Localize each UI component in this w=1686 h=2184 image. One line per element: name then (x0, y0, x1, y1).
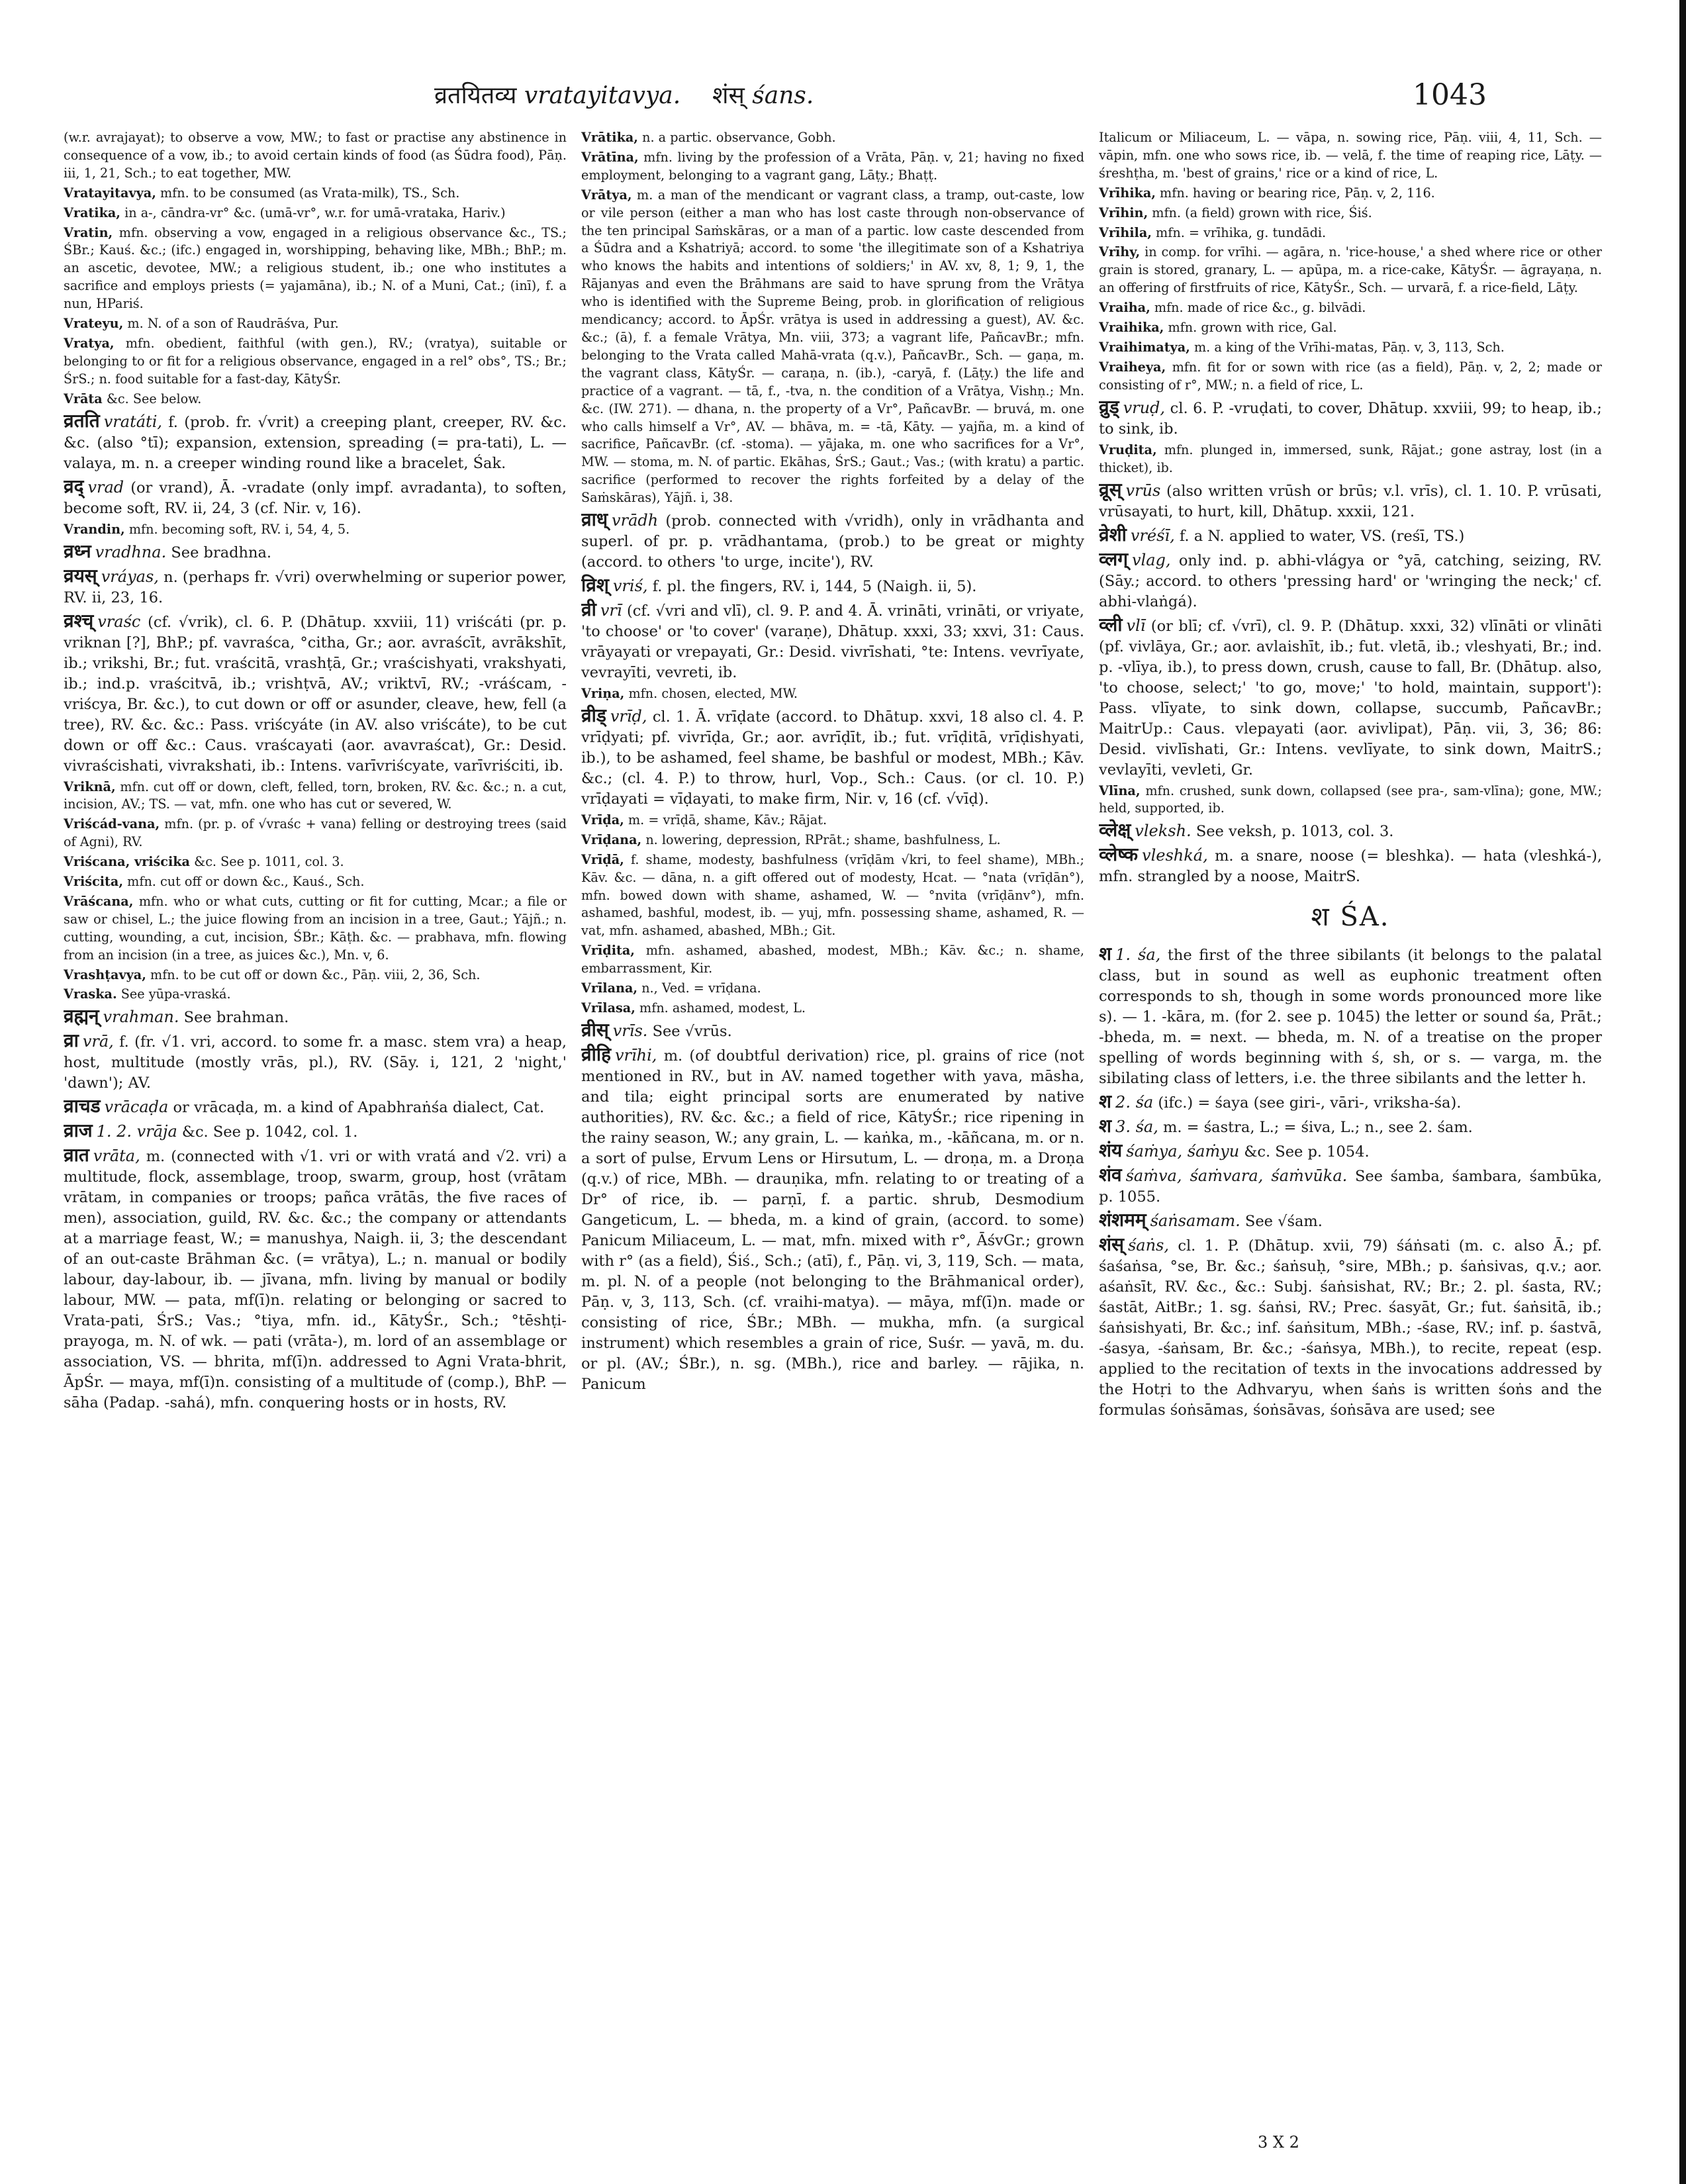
entry-definition: mfn. grown with rice, Gal. (1168, 320, 1337, 336)
entry-devanagari-headword: व्रात (64, 1144, 89, 1166)
entry-definition: mfn. cut off or down &c., Kauś., Sch. (127, 874, 365, 890)
dictionary-entry (1099, 783, 1602, 818)
entry-devanagari-headword: व्रिश् (581, 574, 609, 596)
entry-devanagari-headword: व्रयस् (64, 564, 97, 587)
entry-devanagari-headword: व्रूस् (1099, 478, 1122, 500)
entry-headword: vradhna. (95, 542, 167, 561)
entry-devanagari-headword: व्रीड् (581, 704, 606, 726)
dictionary-entry (581, 851, 1084, 941)
entry-devanagari-headword: व्रेशी (1099, 523, 1127, 546)
entry-headword: Vrāścana, (64, 893, 134, 909)
dictionary-entry (1099, 524, 1602, 547)
entry-definition: See √śam. (1244, 1213, 1323, 1231)
dictionary-entry (64, 853, 567, 871)
entry-definition: (or vrand), Ā. -vradate (only impf. avradanta), to soften, become soft, RV. ii, 24, 3 (cf. Nir. v, 16). (64, 479, 567, 517)
entry-headword: Vrīḍana, (581, 831, 642, 847)
entry-definition: mfn. living by the profession of a Vrāta, Pāṇ. v, 21; having no fixed employment, belonging to a vagrant gang, Lāṭy.; Bhaṭṭ. (581, 149, 1084, 183)
dictionary-entry (1099, 943, 1602, 1089)
entry-headword: Vriścita, (64, 874, 124, 890)
entry-definition: &c. See p. 1042, col. 1. (181, 1123, 358, 1141)
entry-headword: Vrīhin, (1099, 205, 1148, 220)
entry-definition: See bradhna. (171, 544, 272, 561)
entry-headword: 1. 2. vrāja (96, 1122, 177, 1141)
entry-headword: vrādh (612, 511, 659, 530)
entry-definition: only ind. p. abhi-vlágya or °yā, catching, seizing, RV. (Sāy.; accord. to others 'pressing hard' or 'wringing the neck;' cf. abhi-vlaṅgá). (1099, 551, 1602, 610)
entry-headword: Vrīlana, (581, 980, 638, 996)
entry-headword: Vratya, (64, 335, 115, 351)
entry-definition: in comp. for vrīhi. — agāra, n. 'rice-house,' a shed where rice or other grain is stored, granary, L. — apūpa, m. a rice-cake, KātyŚr. — āgrayaṇa, n. an offering of firstfruits of rice, KātyŚr., Sch. — urvarā, f. a rice-field, Lāṭy. (1099, 244, 1602, 296)
dictionary-entry (64, 873, 567, 891)
entry-definition: n. (perhaps fr. √vri) overwhelming or superior power, RV. ii, 23, 16. (64, 568, 567, 606)
entry-devanagari-headword: शंस् (1099, 1233, 1124, 1256)
dictionary-entry (1099, 820, 1602, 842)
column-2 (581, 129, 1084, 2148)
dictionary-entry (64, 391, 567, 408)
dictionary-entry (581, 705, 1084, 810)
dictionary-entry (1099, 319, 1602, 337)
entry-headword: vrīhi, (614, 1045, 657, 1065)
dictionary-entry (1099, 442, 1602, 477)
dictionary-entry (64, 986, 567, 1004)
dictionary-entry (581, 1000, 1084, 1018)
dictionary-entry (1099, 549, 1602, 612)
entry-headword: vrī (600, 601, 622, 620)
dictionary-entry (581, 980, 1084, 998)
entry-definition: mfn. = vrīhika, g. tundādi. (1156, 224, 1327, 240)
dictionary-entry (64, 541, 567, 563)
entry-definition: mfn. plunged in, immersed, sunk, Rājat.; gone astray, lost (in a thicket), ib. (1099, 442, 1602, 475)
dictionary-entry (64, 967, 567, 984)
entry-headword: Vlīna, (1099, 783, 1141, 798)
entry-headword: Vrateyu, (64, 316, 124, 332)
entry-definition: (or blī; cf. √vrī), cl. 9. P. (Dhātup. xxxi, 32) vlīnāti or vlināti (pf. vivlāya, Gr.; aor. avlaishīt, ib.; fut. vletā, ib.; vleshyati, Br.; ind. p. -vlīya, ib.), to press down, crush, cause to fall, Br. (Dhātup. also, 'to choose, select;' 'to go, move;' 'to hold, maintain, support'): Pass. vlīyate, to sink down, collapse, succumb, PañcavBr.; MaitrUp.: Caus. vlepayati (aor. avivlipat), Pāṇ. vii, 3, 36; 86: Desid. vivlīshati, Gr.: Intens. vevlīyate, to sink down, MaitrS.; vevlayīti, vevleti, Gr. (1099, 617, 1602, 779)
dictionary-entry (1099, 1116, 1602, 1138)
entry-definition: n. a partic. observance, Gobh. (642, 130, 836, 145)
entry-definition: See śamba, śambara, śambūka, p. 1055. (1099, 1168, 1602, 1206)
entry-headword: śaṅsamam. (1150, 1211, 1241, 1231)
entry-definition: cl. 1. Ā. vrīḍate (accord. to Dhātup. xxvi, 18 also cl. 4. P. vrīḍyati; pf. vivrīḍa, Gr.; aor. avrīḍīt, ib.; fut. vrīḍitā, vrīḍishyati, ib.), to be ashamed, feel shame, be bashful or modest, MBh.; Kāv. &c.; (cl. 4. P.) to throw, hurl, Vop., Sch.: Caus. (or cl. 10. P.) vrīḍayati = vīḍayati, to make firm, Nir. v, 16 (cf. √vīḍ). (581, 708, 1084, 808)
dictionary-entry (64, 335, 567, 389)
entry-definition: mfn. (a field) grown with rice, Śiś. (1152, 205, 1372, 220)
entry-devanagari-headword: श (1099, 1115, 1112, 1137)
dictionary-entry (64, 205, 567, 222)
entry-definition: mfn. ashamed, abashed, modest, MBh.; Kāv. &c.; n. shame, embarrassment, Kir. (581, 943, 1084, 976)
entry-definition: mfn. (pr. p. of √vraśc + vana) felling or destroying trees (said of Agni), RV. (64, 816, 567, 850)
dictionary-entry (581, 831, 1084, 849)
entry-definition: See brahman. (183, 1009, 289, 1027)
entry-definition: mfn. obedient, faithful (with gen.), RV.; (vratya), suitable or belonging to or fit for a religious observance, engaged in a rel° obs°, TS.; Br.; ŚrS.; n. food suitable for a fast-day, KātyŚr. (64, 335, 567, 387)
entry-definition: See veksh, p. 1013, col. 3. (1195, 823, 1394, 841)
entry-definition: (cf. √vri and vlī), cl. 9. P. and 4. Ā. vrināti, vrināti, or vriyate, 'to choose' or 'to cover' (varaṇe), Dhātup. xxxi, 33; xxvi, 31: Caus. vrāyayati or vrepayati, Gr.: Desid. vivrīshati, °te: Intens. vevrīyate, vevrayīti, vevreti, ib. (581, 602, 1084, 682)
entry-headword: Vraihika, (1099, 320, 1164, 336)
header-center-transliteration: śans. (752, 82, 814, 109)
dictionary-entry (64, 315, 567, 333)
dictionary-entry (64, 521, 567, 539)
entry-headword: śaṁva, śaṁvara, śaṁvūka. (1125, 1166, 1348, 1186)
entry-definition: f. shame, modesty, bashfulness (vrīḍām √kri, to feel shame), MBh.; Kāv. &c. — dāna, n. a gift offered out of modesty, Hcat. — °nata (vrīḍān°), mfn. bowed down with shame, ashamed, W. — °nvita (vrīḍānv°), mfn. ashamed, bashful, modest, ib. — yuj, mfn. possessing shame, ashamed, R. — vat, mfn. ashamed, abashed, MBh.; Git. (581, 851, 1084, 939)
entry-devanagari-headword: व्राध् (581, 508, 608, 531)
dictionary-entry (581, 1020, 1084, 1042)
dictionary-entry (581, 942, 1084, 978)
entry-devanagari-headword: व्लेक्ष् (1099, 819, 1131, 841)
entry-headword: Vraska. (64, 986, 117, 1002)
header-left-word (434, 78, 680, 111)
entry-headword: Vrīhika, (1099, 185, 1156, 201)
entry-definition: mfn. to be cut off or down &c., Pāṇ. viii, 2, 36, Sch. (150, 967, 481, 982)
entry-headword: 2. śa (1115, 1093, 1154, 1112)
entry-devanagari-headword: व्रश्च् (64, 609, 94, 632)
entry-headword: vriś, (612, 577, 648, 596)
signature-mark: 3 X 2 (1258, 2133, 1299, 2152)
dictionary-entry (1099, 1140, 1602, 1163)
dictionary-entry (1099, 1164, 1602, 1208)
header-center-word (712, 78, 814, 111)
dictionary-entry (1099, 844, 1602, 887)
dictionary-entry (64, 1030, 567, 1094)
entry-headword: vraśc (97, 612, 141, 631)
entry-headword: Vraiheya, (1099, 359, 1166, 375)
entry-headword: Vrandin, (64, 521, 125, 537)
entry-headword: Vriṇa, (581, 686, 625, 702)
dictionary-entry (1099, 1234, 1602, 1421)
section-heading: श ŚA. (1311, 902, 1390, 933)
entry-definition: f. pl. the fingers, RV. i, 144, 5 (Naigh. ii, 5). (652, 578, 977, 596)
entry-headword: vrāta, (93, 1147, 140, 1166)
entry-definition: m. a snare, noose (= bleshka). — hata (vleshká-), mfn. strangled by a noose, MaitrS. (1099, 847, 1602, 886)
entry-definition: f. a N. applied to water, VS. (reśī, TS.) (1179, 527, 1465, 545)
entry-definition: m. = śastra, L.; = śiva, L.; n., see 2. śam. (1162, 1119, 1473, 1137)
dictionary-entry (581, 812, 1084, 830)
entry-devanagari-headword: व्रा (64, 1029, 79, 1052)
entry-definition: f. (fr. √1. vri, accord. to some fr. a masc. stem vra) a heap, host, multitude (mostly vrās, pl.), RV. (Sāy. i, 121, 2 'night,' 'dawn'); AV. (64, 1033, 567, 1092)
entry-definition: (ifc.) = śaya (see giri-, vāri-, vriksha-śa). (1158, 1094, 1462, 1112)
dictionary-entry (1099, 299, 1602, 317)
entry-definition: mfn. made of rice &c., g. bilvādi. (1154, 300, 1366, 316)
entry-headword: Vriścád-vana, (64, 816, 160, 832)
dictionary-entry (64, 224, 567, 314)
entry-headword: vráyas, (101, 567, 159, 586)
entry-devanagari-headword: व्रीस् (581, 1018, 609, 1041)
entry-definition: Italicum or Miliaceum, L. — vāpa, n. sowing rice, Pāṇ. viii, 4, 11, Sch. — vāpin, mfn. one who sows rice, ib. — velā, f. the time of reaping rice, Lāṭy. — śreshṭha, m. 'best of grains,' rice or a kind of rice, L. (1099, 130, 1602, 181)
entry-headword: Vrātika, (581, 130, 638, 145)
entry-definition: mfn. cut off or down, cleft, felled, torn, broken, RV. &c. &c.; n. a cut, incision, AV.; TS. — vat, mfn. one who has cut or severed, W. (64, 779, 567, 812)
entry-devanagari-headword: व्रह्मन् (64, 1005, 99, 1027)
entry-headword: Vriścana, vriścika (64, 854, 190, 870)
dictionary-entry (581, 685, 1084, 703)
entry-devanagari-headword: व्रीहि (581, 1043, 611, 1065)
header-left-devanagari: व्रतयितव्य (434, 82, 517, 109)
dictionary-entry (581, 599, 1084, 683)
entry-definition: n., Ved. = vrīḍana. (641, 980, 761, 996)
entry-headword: Vrātya, (581, 187, 632, 203)
entry-devanagari-headword: व्ली (1099, 613, 1123, 636)
entry-headword: śaṁya, śaṁyu (1126, 1142, 1240, 1161)
column-3 (1099, 129, 1602, 2148)
entry-headword: Vraiha, (1099, 300, 1150, 316)
dictionary-entry (1099, 397, 1602, 440)
entry-definition: m. (connected with √1. vri or with vratá and √2. vri) a multitude, flock, assemblage, troop, swarm, group, host (vrātam vrātam, in companies or troops; pañca vrātās, the five races of men), association, guild, RV. &c. &c.; the company or attendants at a marriage feast, W.; = manushya, Naigh. ii, 3; the descendant of an out-caste Brāhman &c. (= vrātya), L.; n. manual or bodily labour, day-labour, ib. — jīvana, mfn. living by manual or bodily labour, MW. — pata, mf(ī)n. relating or belonging or sacred to Vrata-pati, ŚrS.; Vas.; °tiya, mfn. id., KātyŚr., Sch.; °tēshṭi-prayoga, m. N. of wk. — pati (vrāta-), m. lord of an assemblage or association, VS. — bhrita, mf(ī)n. addressed to Agni Vrata-bhrit, ĀpŚr. — maya, mf(ī)n. consisting of a multitude of (comp.), BhP. — sāha (Padap. -sahá), mfn. conquering hosts or in hosts, RV. (64, 1148, 567, 1412)
entry-headword: vrā, (82, 1032, 114, 1051)
dictionary-entry (64, 816, 567, 851)
entry-headword: Vratayitavya, (64, 185, 156, 201)
entry-devanagari-headword: श (1099, 943, 1112, 965)
entry-headword: Vrīhy, (1099, 244, 1141, 260)
entry-headword: Vrīḍa, (581, 812, 624, 828)
dictionary-entry (581, 129, 1084, 147)
entry-headword: Vratin, (64, 224, 113, 240)
entry-headword: vrahman. (103, 1008, 179, 1027)
entry-definition: or vrācaḍa, m. a kind of Apabhraṅśa dialect, Cat. (173, 1099, 545, 1117)
entry-definition: mfn. observing a vow, engaged in a religious observance &c., TS.; ŚBr.; Kauś. &c.; (ifc.) engaged in, worshipping, behaving like, MBh.; BhP.; m. an ascetic, devotee, MW.; a religious student, ib.; one who institutes a sacrifice and employs priests (= yajamāna), ib.; N. of a Muni, Cat.; (inī), f. a nun, HPariś. (64, 224, 567, 312)
entry-definition: mfn. fit for or sown with rice (as a field), Pāṇ. v, 2, 2; made or consisting of r°, MW.; n. a field of rice, L. (1099, 359, 1602, 393)
entry-definition: See √vrūs. (652, 1022, 732, 1040)
entry-headword: Vratika, (64, 205, 120, 220)
page-edge-rule (1679, 0, 1686, 2184)
entry-devanagari-headword: व्राचड (64, 1095, 101, 1117)
entry-definition: in a-, cāndra-vr° &c. (umā-vr°, w.r. for umā-vrataka, Hariv.) (124, 205, 506, 220)
dictionary-entry (64, 1145, 567, 1413)
dictionary-entry (64, 565, 567, 608)
header-center-devanagari: शंस् (712, 82, 745, 109)
entry-headword: vrad (87, 477, 124, 497)
entry-definition: cl. 1. P. (Dhātup. xvii, 79) śáṅsati (m. c. also Ā.; pf. śaśaṅsa, °se, Br. &c.; śaṅsuḥ, °sire, MBh.; p. śaṅsivas, q.v.; aor. aśaṅsīt, RV. &c., &c.: Subj. śaṅsishat, RV.; Br.; 2. pl. śasta, RV.; śastāt, AitBr.; 1. sg. śaṅsi, RV.; Prec. śasyāt, Gr.; fut. śaṅsitā, ib.; śaṅsishyati, Br. &c.; inf. śaṅsitum, MBh.; -śase, RV.; inf. p. śastvā, -śasya, -śaṅsam, Br. &c.; -śaṅsya, MBh.), to recite, repeat (esp. applied to the recitation of texts in the invocations addressed by the Hotṛi to the Adhvaryu, when śaṅs is written śoṅs and the formulas śoṅsāmas, śoṅsāvas, śoṅsāva are used; see (1099, 1237, 1602, 1419)
dictionary-entry (1099, 1210, 1602, 1232)
entry-headword: 3. śa, (1115, 1117, 1158, 1137)
entry-headword: vleksh. (1135, 822, 1192, 841)
dictionary-entry (64, 1006, 567, 1028)
entry-definition: (prob. connected with √vridh), only in vrādhanta and superl. of pr. p. vrādhantama, (prob.) to be great or mighty (accord. to others 'to urge, incite'), RV. (581, 512, 1084, 571)
entry-definition: mfn. having or bearing rice, Pāṇ. v, 2, 116. (1160, 185, 1435, 201)
entry-definition: m. N. of a son of Raudrāśva, Pur. (127, 316, 339, 332)
entry-headword: Vrīhila, (1099, 224, 1152, 240)
entry-definition: See yūpa-vraská. (120, 986, 231, 1002)
entry-devanagari-headword: श (1099, 1090, 1112, 1113)
running-header (64, 78, 1487, 118)
entry-definition: m. a man of the mendicant or vagrant class, a tramp, out-caste, low or vile person (either a man who has lost caste through non-observance of the ten principal Saṁskāras, or a man of a partic. low caste descended from a Śūdra and a Kshatriyā; accord. to some 'the illegitimate son of a Kshatriya who knows the habits and intentions of soldiers;' in AV. xv, 8, 1; 9, 1, the Rājanyas and even the Brāhmans are said to have sprung from the Vrātya who is identified with the Supreme Being, prob. in glorification of religious mendicancy; accord. to ĀpŚr. vrātya is used in addressing a guest), AV. &c. &c.; (ā), f. a female Vrātya, Mn. viii, 373; a vagrant life, PañcavBr.; mfn. belonging to the Vrata called Mahā-vrata (q.v.), PañcavBr., Sch. — gaṇa, m. the vagrant class, KātyŚr. — caraṇa, n. (ib.), -caryā, f. (Lāṭy.) the life and practice of a vagrant. — tā, f., -tva, n. the condition of a Vrātya, Vishṇ.; Mn. &c. (IW. 271). — dhana, n. the property of a Vr°, PañcavBr. — bruvá, m. one who calls himself a Vr°, AV. — bhāva, m. = -tā, Kāty. — yajña, m. a kind of sacrifice, PañcavBr. (cf. -stoma). — yājaka, m. one who sacrifices for a Vr°, MW. — stoma, m. N. of partic. Ekāhas, ŚrS.; Gaut.; Vas.; (with kratu) a partic. sacrifice (performed to recover the rights forfeited by a delay of the Saṁskāras), Yājñ. i, 38. (581, 187, 1084, 506)
entry-devanagari-headword: व्री (581, 598, 596, 621)
entry-definition: m. a king of the Vrīhi-matas, Pāṇ. v, 3, 113, Sch. (1194, 339, 1505, 355)
entry-devanagari-headword: शंय (1099, 1139, 1123, 1162)
entry-headword: vleshká, (1142, 846, 1208, 865)
entry-headword: Vrīḍā, (581, 851, 624, 867)
entry-definition: mfn. becoming soft, RV. i, 54, 4, 5. (128, 521, 350, 537)
entry-headword: Vraihimatya, (1099, 339, 1190, 355)
entry-headword: Vriknā, (64, 779, 116, 794)
dictionary-entry (581, 1044, 1084, 1395)
dictionary-entry (1099, 129, 1602, 183)
entry-devanagari-headword: व्लेष्क (1099, 843, 1139, 866)
entry-definition: n. lowering, depression, RPrāt.; shame, bashfulness, L. (645, 831, 1001, 847)
dictionary-entry (64, 610, 567, 777)
entry-devanagari-headword: व्राज (64, 1119, 93, 1142)
dictionary-entry (581, 509, 1084, 573)
entry-devanagari-headword: शंव (1099, 1164, 1122, 1186)
dictionary-entry (1099, 359, 1602, 395)
entry-definition: &c. See below. (106, 391, 202, 406)
entry-headword: Vrīḍita, (581, 943, 635, 959)
dictionary-entry (1099, 185, 1602, 203)
entry-headword: vrācaḍa (104, 1098, 169, 1117)
dictionary-entry (64, 476, 567, 519)
entry-definition: cl. 6. P. -vruḍati, to cover, Dhātup. xxviii, 99; to heap, ib.; to sink, ib. (1099, 399, 1602, 438)
entry-headword: Vrātīna, (581, 149, 639, 165)
entry-headword: vrūs (1125, 481, 1161, 500)
entry-headword: vlag, (1131, 550, 1171, 569)
dictionary-entry (581, 149, 1084, 185)
dictionary-entry (1099, 1091, 1602, 1114)
entry-devanagari-headword: व्लग् (1099, 547, 1128, 570)
entry-headword: vruḍ, (1123, 398, 1166, 417)
dictionary-entry (64, 410, 567, 474)
entry-definition: mfn. crushed, sunk down, collapsed (see pra-, sam-vlīna); gone, MW.; held, supported, ib. (1099, 783, 1602, 816)
entry-devanagari-headword: व्रतति (64, 409, 100, 432)
dictionary-entry (64, 1120, 567, 1143)
entry-headword: vlī (1126, 616, 1146, 635)
entry-definition: f. (prob. fr. √vrit) a creeping plant, creeper, RV. &c. &c. (also °tī); expansion, extension, spreading (= pra-tati), L. — valaya, m. n. a creeper winding round like a bracelet, Śak. (64, 413, 567, 472)
entry-devanagari-headword: शंशमम् (1099, 1209, 1147, 1231)
page-number: 1043 (1413, 78, 1487, 112)
entry-headword: 1. śa, (1115, 945, 1161, 965)
entry-headword: Vrāta (64, 391, 103, 406)
entry-definition: mfn. ashamed, modest, L. (639, 1000, 806, 1016)
dictionary-entry (1099, 244, 1602, 297)
entry-definition: &c. See p. 1011, col. 3. (194, 854, 344, 870)
entry-headword: vréśī, (1130, 526, 1175, 545)
entry-definition: &c. See p. 1054. (1244, 1143, 1370, 1161)
entry-definition: m. = vrīḍā, shame, Kāv.; Rājat. (628, 812, 827, 828)
dictionary-entry (64, 893, 567, 965)
entry-definition: m. (of doubtful derivation) rice, pl. grains of rice (not mentioned in RV., but in AV. named together with yava, māsha, and tila; eight principal sorts are enumerated by native authorities), RV. &c. &c.; a field of rice, KātyŚr.; rice ripening in the rainy season, W.; any grain, L. — kaṅka, m., -kāñcana, m. or n. a sort of pulse, Ervum Lens or Hirsutum, L. — droṇa, m. a Droṇa (q.v.) of rice, MBh. — drauṇika, mfn. relating to or treating of a Dr° of rice, ib. — parṇī, f. a partic. shrub, Desmodium Gangeticum, L. — bheda, m. a kind of grain, (accord. to some) Panicum Miliaceum, L. — mat, mfn. mixed with r°, ĀśvGr.; grown with r° (as a field), Śiś., Sch.; (atī), f., Pāṇ. vi, 3, 119, Sch. — mata, m. pl. N. of a people (not belonging to the Brāhmanical order), Pāṇ. v, 3, 113, Sch. (cf. vraihi-matya). — māya, mf(ī)n. made or consisting of rice, ŚBr.; MBh. — mukha, mfn. (a surgical instrument) which resembles a grain of rice, Suśr. — yavā, m. du. or pl. (AV.; ŚBr.), n. sg. (MBh.), rice and barley. — rājika, n. Panicum (581, 1047, 1084, 1393)
entry-definition: mfn. chosen, elected, MW. (628, 686, 798, 702)
entry-headword: Vrīlasa, (581, 1000, 635, 1016)
entry-headword: vrīs. (612, 1021, 648, 1040)
dictionary-entry (64, 129, 567, 183)
dictionary-entry (581, 575, 1084, 597)
entry-headword: śaṅs, (1127, 1236, 1169, 1255)
entry-devanagari-headword: व्रुड् (1099, 395, 1119, 418)
entry-devanagari-headword: व्रध्न (64, 540, 91, 562)
entry-definition: (cf. √vrik), cl. 6. P. (Dhātup. xxviii, 11) vriścáti (pr. p. vriknan [?], BhP.; pf. vavraśca, °citha, Gr.; aor. avraścīt, avrākshīt, ib.; vrikshi, Br.; fut. vraścitā, vrashṭā, Gr.; vraścishyati, vrakshyati, ib.; ind.p. vraścitvā, ib.; vrishṭvā, AV.; vriktvī, RV.; -vráścam, -vriścya, Br. &c.), to cut down or off or asunder, cleave, hew, fell (a tree), RV. &c. &c.: Pass. vriścyáte (in AV. also vriścáte), to be cut down or off &c.: Caus. vraścayati (aor. avavraścat), Gr.: Desid. vivraścishati, vivrakshati, ib.: Intens. varīvriścyate, varīvriściti, ib. (64, 613, 567, 775)
dictionary-entry (64, 779, 567, 814)
dictionary-entry (64, 185, 567, 203)
header-left-transliteration: vratayitavya. (524, 82, 681, 109)
dictionary-entry (1099, 205, 1602, 222)
entry-definition: mfn. who or what cuts, cutting or fit for cutting, Mcar.; a file or saw or chisel, L.; the juice flowing from an incision in a tree, Gaut.; Yājñ.; n. cutting, wounding, a cut, incision, ŚBr.; Kāṭh. &c. — prabhava, mfn. flowing from an incision (in a tree, as juices &c.), Mn. v, 6. (64, 893, 567, 963)
entry-headword: vratáti, (103, 412, 162, 431)
column-1 (64, 129, 567, 2148)
entry-headword: Vrashṭavya, (64, 967, 146, 982)
dictionary-entry (1099, 614, 1602, 781)
dictionary-entry (1099, 224, 1602, 242)
entry-definition: (also written vrūsh or brūs; v.l. vrīs), cl. 1. 10. P. vrūsati, vrūsayati, to hurt, kill, Dhātup. xxxii, 121. (1099, 482, 1602, 520)
dictionary-entry (64, 1096, 567, 1118)
dictionary-entry (1099, 479, 1602, 522)
dictionary-entry (1099, 339, 1602, 357)
entry-definition: mfn. to be consumed (as Vrata-milk), TS., Sch. (160, 185, 460, 201)
entry-definition: (w.r. avrajayat); to observe a vow, MW.; to fast or practise any abstinence in consequence of a vow, ib.; to avoid certain kinds of food (as Śūdra food), Pāṇ. iii, 1, 21, Sch.; to eat together, MW. (64, 130, 567, 181)
entry-devanagari-headword: व्रद् (64, 475, 84, 497)
dictionary-entry (581, 187, 1084, 507)
entry-headword: Vruḍita, (1099, 442, 1157, 457)
entry-headword: vrīḍ, (610, 706, 647, 726)
entry-definition: the first of the three sibilants (it belongs to the palatal class, but in sound as well as euphonic treatment often corresponds to sh, though in some words pronounced more like s). — 1. -kāra, m. (for 2. see p. 1045) the letter or sound śa, Prāt.; -bheda, m. = next. — bheda, m. N. of a treatise on the proper spelling of words beginning with ś, sh, or s. — varga, m. the sibilating class of letters, i.e. the three sibilants and the letter h. (1099, 947, 1602, 1088)
